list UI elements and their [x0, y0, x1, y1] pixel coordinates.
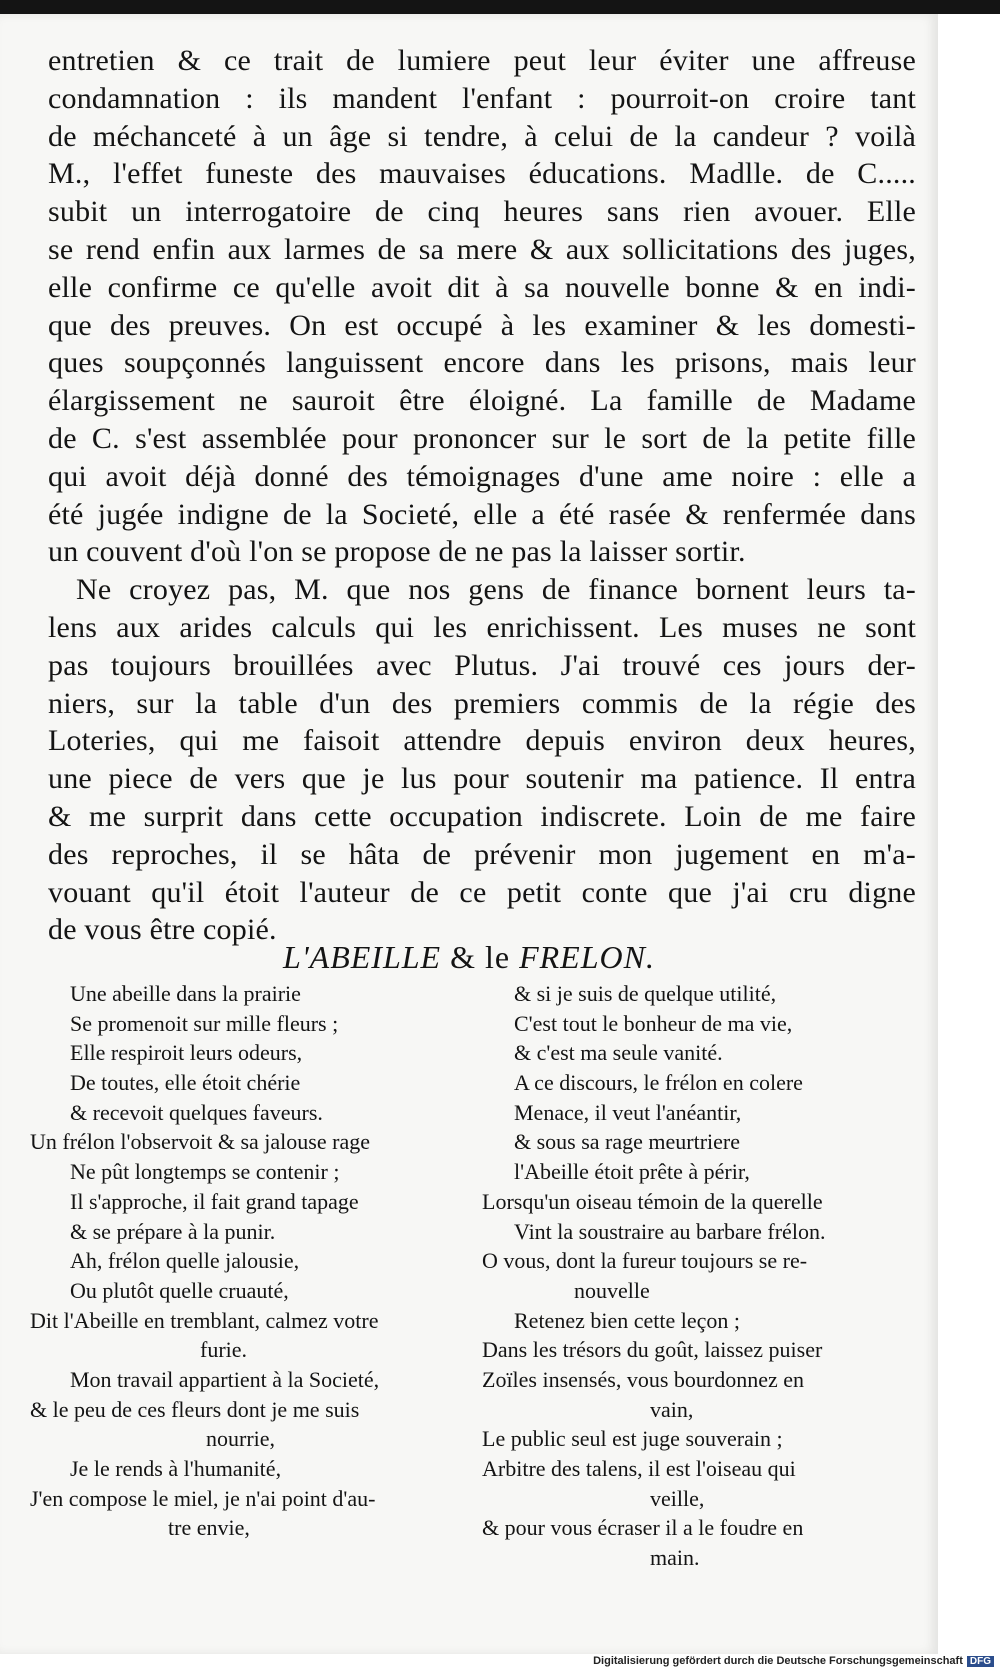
- poem-verse: & recevoit quelques faveurs.: [70, 1099, 323, 1125]
- poem-verse: nouvelle: [574, 1277, 650, 1303]
- poem-verse: Le public seul est juge souverain ;: [482, 1426, 783, 1452]
- prose-line: qui avoit déjà donné des témoignages d'une ame noire : elle a: [48, 459, 916, 493]
- prose-line: condamnation : ils mandent l'enfant : pourroit-on croire tant: [48, 81, 916, 115]
- poem-verse: & se prépare à la punir.: [70, 1218, 276, 1244]
- poem-verse: & si je suis de quelque utilité,: [514, 981, 777, 1006]
- poem-verse: l'Abeille étoit prête à périr,: [514, 1159, 750, 1185]
- poem-verse: vain,: [650, 1396, 694, 1422]
- poem-verse: Elle respiroit leurs odeurs,: [70, 1040, 303, 1066]
- scan-top-border: [0, 0, 1000, 14]
- prose-line: de C. s'est assemblée pour prononcer sur le sort de la petite fille: [48, 421, 916, 455]
- poem-verse: De toutes, elle étoit chérie: [70, 1070, 301, 1096]
- poem-verse: & c'est ma seule vanité.: [514, 1040, 723, 1066]
- poem-verse: Il s'approche, il fait grand tapage: [70, 1188, 359, 1214]
- poem-verse: veille,: [650, 1485, 705, 1511]
- dfg-logo: DFG: [967, 1656, 994, 1667]
- prose-line: se rend enfin aux larmes de sa mere & aux sollicitations des juges,: [48, 232, 916, 266]
- poem-verse: & le peu de ces fleurs dont je me suis: [30, 1396, 360, 1422]
- prose-line: de vous être copié.: [48, 913, 277, 947]
- digitization-credit: [593, 1655, 994, 1667]
- prose-line: que des preuves. On est occupé à les examiner & les domesti-: [48, 308, 916, 342]
- prose-line: vouant qu'il étoit l'auteur de ce petit conte que j'ai cru digne: [48, 875, 916, 909]
- poem-verse: Ne pût longtemps se contenir ;: [70, 1159, 340, 1185]
- poem-title: [0, 939, 938, 976]
- poem-verse: Mon travail appartient à la Societé,: [70, 1366, 380, 1392]
- prose-line: pas toujours brouillées avec Plutus. J'ai trouvé ces jours der-: [48, 648, 916, 682]
- poem-verse: Vint la soustraire au barbare frélon.: [514, 1218, 826, 1244]
- prose-line: élargissement ne sauroit être éloigné. La famille de Madame: [48, 384, 916, 418]
- poem-verse: Ah, frélon quelle jalousie,: [70, 1248, 300, 1274]
- poem-verse: Une abeille dans la prairie: [70, 981, 301, 1006]
- poem-verse: Se promenoit sur mille fleurs ;: [70, 1010, 339, 1036]
- prose-line: subit un interrogatoire de cinq heures sans rien avouer. Elle: [48, 195, 916, 229]
- poem-verse: Retenez bien cette leçon ;: [514, 1307, 740, 1333]
- poem-verse: Dans les trésors du goût, laissez puiser: [482, 1337, 823, 1363]
- poem-title-part: L'ABEILLE: [283, 939, 451, 975]
- poem-verse: Arbitre des talens, il est l'oiseau qui: [482, 1456, 796, 1481]
- poem-verse: O vous, dont la fureur toujours se re-: [482, 1248, 808, 1274]
- prose-line: ques soupçonnés languissent encore dans les prisons, mais leur: [48, 346, 916, 380]
- poem-verse: & sous sa rage meurtriere: [514, 1129, 741, 1155]
- prose-line: niers, sur la table d'un des premiers commis de la régie des: [48, 686, 916, 720]
- poem-verse: Menace, il veut l'anéantir,: [514, 1099, 742, 1125]
- poem-verse: tre envie,: [168, 1515, 250, 1541]
- prose-text: [48, 42, 916, 949]
- book-page: [0, 14, 938, 1654]
- prose-line: Ne croyez pas, M. que nos gens de finance bornent leurs ta-: [76, 573, 916, 607]
- prose-line: Loteries, qui me faisoit attendre depuis environ deux heures,: [48, 724, 916, 758]
- prose-line: une piece de vers que je lus pour soutenir ma patience. Il entra: [48, 762, 916, 796]
- prose-line: lens aux arides calculs qui les enrichissent. Les muses ne sont: [48, 610, 916, 644]
- poem-title-part: & le: [450, 939, 520, 975]
- poem-verse: Ou plutôt quelle cruauté,: [70, 1277, 289, 1303]
- prose-line: M., l'effet funeste des mauvaises éducations. Madlle. de C.....: [48, 157, 916, 191]
- poem-right-column: [474, 979, 894, 1573]
- prose-line: un couvent d'où l'on se propose de ne pas la laisser sortir.: [48, 535, 746, 569]
- poem-verse: C'est tout le bonheur de ma vie,: [514, 1010, 793, 1036]
- poem-verse: furie.: [200, 1337, 248, 1363]
- poem-title-part: FRELON.: [519, 939, 655, 975]
- poem-verse: Zoïles insensés, vous bourdonnez en: [482, 1366, 804, 1392]
- prose-line: de méchanceté à un âge si tendre, à celui de la candeur ? voilà: [48, 119, 916, 153]
- poem-verse: A ce discours, le frélon en colere: [514, 1070, 803, 1096]
- poem-verse: Je le rends à l'humanité,: [70, 1456, 282, 1481]
- poem-verse: J'en compose le miel, je n'ai point d'au-: [30, 1485, 376, 1511]
- poem-left-column: [30, 979, 450, 1543]
- prose-line: & me surprit dans cette occupation indiscrete. Loin de me faire: [48, 799, 916, 833]
- prose-line: des reproches, il se hâta de prévenir mon jugement en m'a-: [48, 837, 916, 871]
- poem-verse: nourrie,: [206, 1426, 276, 1452]
- poem-verse: Dit l'Abeille en tremblant, calmez votre: [30, 1307, 379, 1333]
- poem-verse: Un frélon l'observoit & sa jalouse rage: [30, 1129, 370, 1155]
- credit-text: Digitalisierung gefördert durch die Deutsche Forschungsgemeinschaft: [593, 1655, 963, 1667]
- prose-line: elle confirme ce qu'elle avoit dit à sa nouvelle bonne & en indi-: [48, 270, 916, 304]
- poem-verse: main.: [650, 1545, 700, 1571]
- prose-line: entretien & ce trait de lumiere peut leur éviter une affreuse: [48, 44, 916, 77]
- poem-verse: & pour vous écraser il a le foudre en: [482, 1515, 804, 1541]
- poem-verse: Lorsqu'un oiseau témoin de la querelle: [482, 1188, 823, 1214]
- prose-line: été jugée indigne de la Societé, elle a été rasée & renfermée dans: [48, 497, 916, 531]
